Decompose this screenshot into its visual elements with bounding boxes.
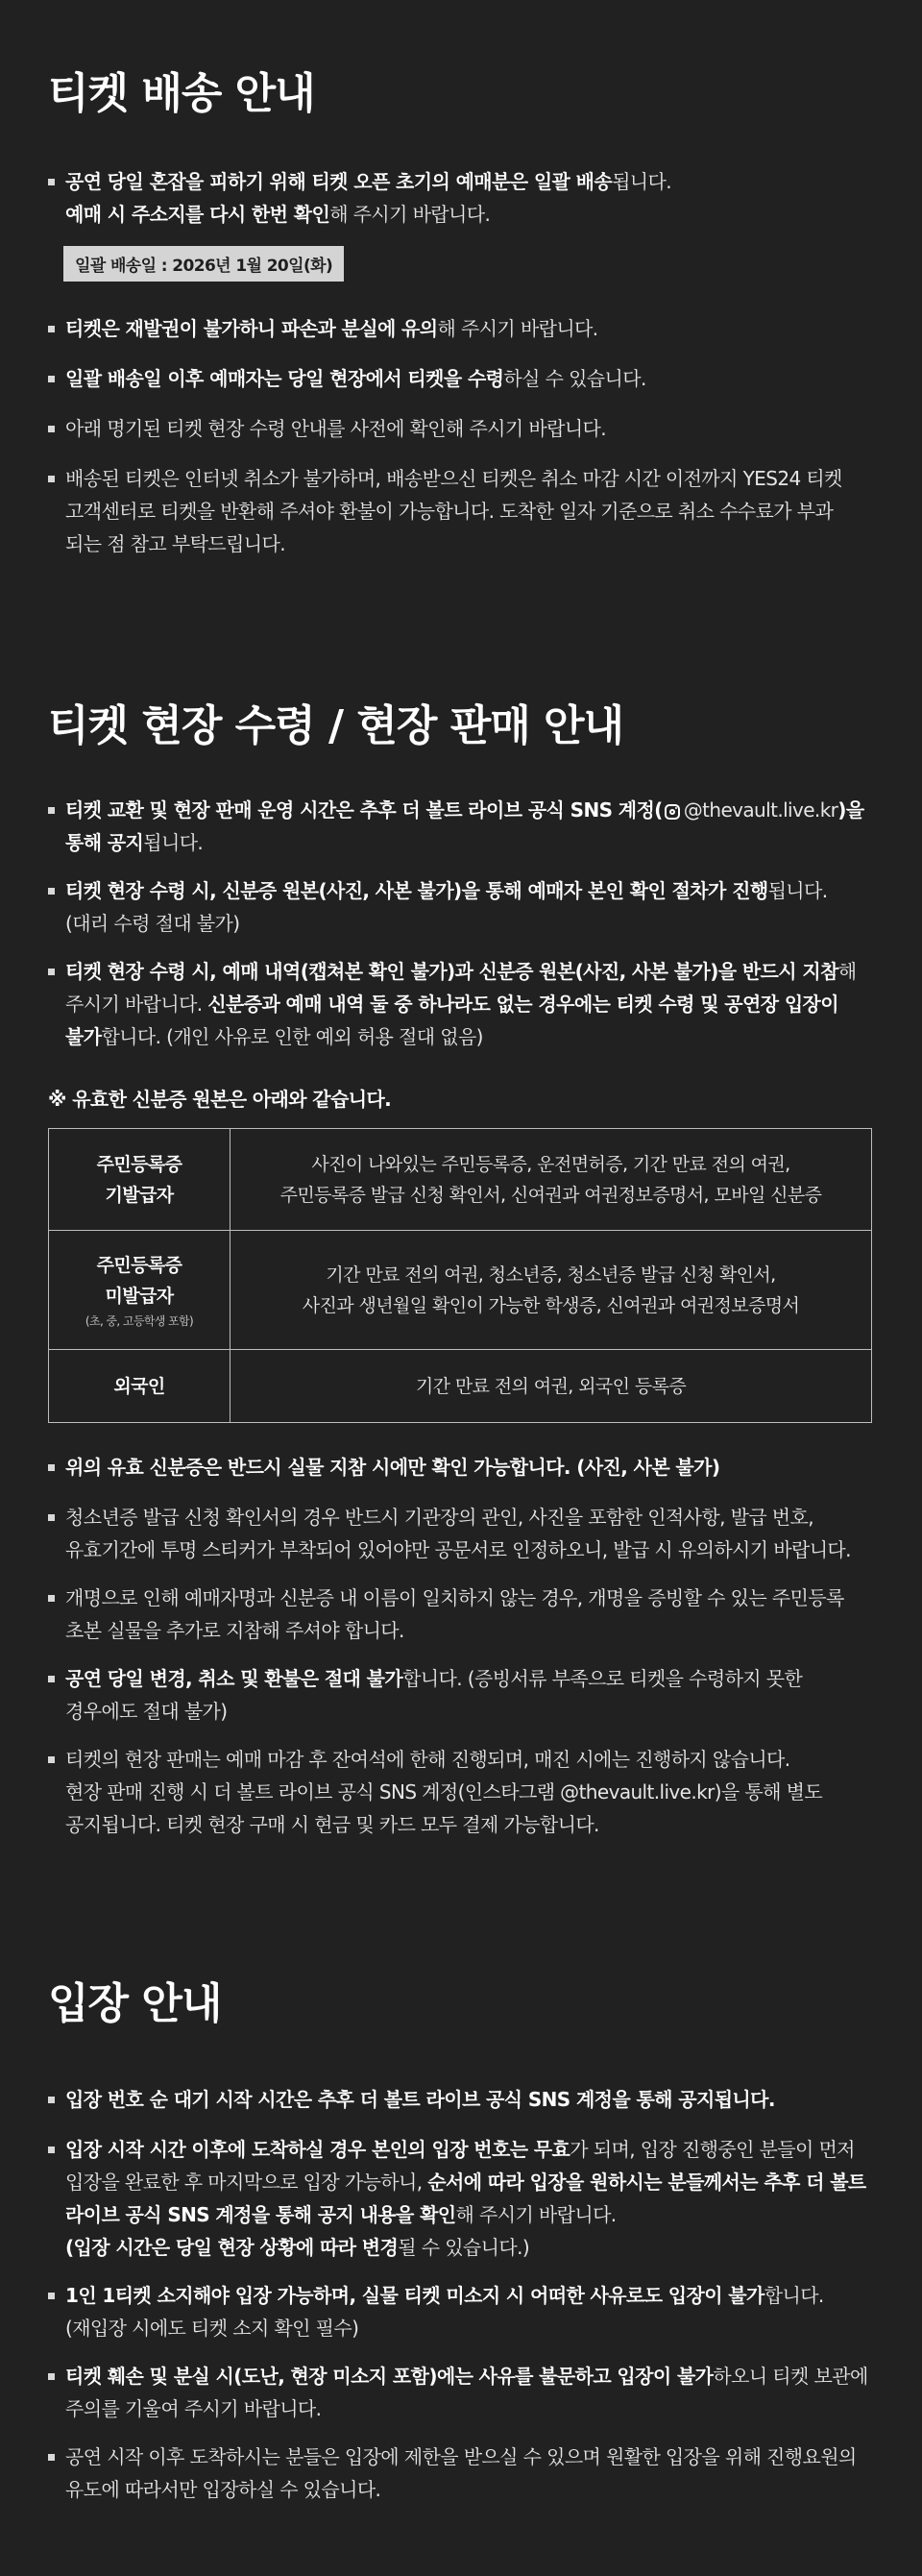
delivery-date-badge: 일괄 배송일 : 2026년 1월 20일(화): [63, 246, 344, 282]
delivery-badge-wrap: [63, 246, 889, 282]
entry-item-4: 티켓 훼손 및 분실 시(도난, 현장 미소지 포함)에는 사유를 불문하고 입장이 불가하오니 티켓 보관에 주의를 기울여 주시기 바랍니다.: [48, 2360, 874, 2425]
entry-item-5: 공연 시작 이후 도착하시는 분들은 입장에 제한을 받으실 수 있으며 원활한 입장을 위해 진행요원의 유도에 따라서만 입장하실 수 있습니다.: [48, 2441, 874, 2506]
delivery-section: [48, 69, 874, 120]
onsite-item-1: 티켓 교환 및 현장 판매 운영 시간은 추후 더 볼트 라이브 공식 SNS 계정( @thevault.live.kr)을 통해 공지됩니다.: [48, 794, 874, 859]
instagram-icon: [665, 804, 680, 820]
delivery-item-1: 공연 당일 혼잡을 피하기 위해 티켓 오픈 초기의 예매분은 일괄 배송됩니다. 예매 시 주소지를 다시 한번 확인해 주시기 바랍니다.: [48, 165, 874, 231]
id-note: ※ 유효한 신분증 원본은 아래와 같습니다.: [48, 1088, 392, 1111]
delivery-item-3: 일괄 배송일 이후 예매자는 당일 현장에서 티켓을 수령하실 수 있습니다.: [48, 362, 874, 395]
table-row: 주민등록증 기발급자 사진이 나와있는 주민등록증, 운전면허증, 기간 만료 전의 여권, 주민등록증 발급 신청 확인서, 신여권과 여권정보증명서, 모바일 신분증: [49, 1129, 872, 1231]
entry-item-1: 입장 번호 순 대기 시작 시간은 추후 더 볼트 라이브 공식 SNS 계정을 통해 공지됩니다.: [48, 2083, 874, 2116]
delivery-item-2: 티켓은 재발권이 불가하니 파손과 분실에 유의해 주시기 바랍니다.: [48, 312, 874, 345]
table-row: 외국인 기간 만료 전의 여권, 외국인 등록증: [49, 1350, 872, 1423]
onsite-item-2: 티켓 현장 수령 시, 신분증 원본(사진, 사본 불가)을 통해 예매자 본인 확인 절차가 진행됩니다. (대리 수령 절대 불가): [48, 874, 874, 940]
delivery-item-4: 아래 명기된 티켓 현장 수령 안내를 사전에 확인해 주시기 바랍니다.: [48, 412, 874, 445]
entry-title: 입장 안내: [48, 1979, 222, 2028]
id-table: [48, 1128, 872, 1423]
onsite-item-j3: 개명으로 인해 예매자명과 신분증 내 이름이 일치하지 않는 경우, 개명을 증빙할 수 있는 주민등록 초본 실물을 추가로 지참해 주셔야 합니다.: [48, 1582, 874, 1647]
id-table-wrap: [48, 1128, 874, 1423]
onsite-item-3: 티켓 현장 수령 시, 예매 내역(캡쳐본 확인 불가)과 신분증 원본(사진, 사본 불가)을 반드시 지참해 주시기 바랍니다. 신분증과 예매 내역 둘 중 하나라도 없는 경우에는 티켓 수령 및 공연장 입장이 불가합니다. (개인 사유로 인한 예외 허용 절대 없음): [48, 955, 874, 1053]
entry-item-2: 입장 시작 시간 이후에 도착하실 경우 본인의 입장 번호는 무효가 되며, 입장 진행중인 분들이 먼저 입장을 완료한 후 마지막으로 입장 가능하니, 순서에 따라 입장을 원하시는 분들께서는 추후 더 볼트 라이브 공식 SNS 계정을 통해 공지 내용을 확인해 주시기 바랍니다. (입장 시간은 당일 현장 상황에 따라 변경될 수 있습니다.): [48, 2133, 874, 2264]
entry-section: [48, 1979, 874, 2030]
onsite-item-j1: 위의 유효 신분증은 반드시 실물 지참 시에만 확인 가능합니다. (사진, 사본 불가): [48, 1451, 874, 1484]
onsite-item-j5: 티켓의 현장 판매는 예매 마감 후 잔여석에 한해 진행되며, 매진 시에는 진행하지 않습니다. 현장 판매 진행 시 더 볼트 라이브 공식 SNS 계정(인스타그램 @thevault.live.kr)을 통해 별도 공지됩니다. 티켓 현장 구매 시 현금 및 카드 모두 결제 가능합니다.: [48, 1743, 874, 1841]
delivery-item-1-bold-a: 공연 당일 혼잡을 피하기 위해 티켓 오픈 초기의 예매분은 일괄 배송: [65, 170, 613, 193]
onsite-title: 티켓 현장 수령 / 현장 판매 안내: [48, 701, 624, 750]
onsite-section: [48, 701, 874, 752]
delivery-item-1-bold-b: 예매 시 주소지를 다시 한번 확인: [65, 203, 330, 226]
entry-item-3: 1인 1티켓 소지해야 입장 가능하며, 실물 티켓 미소지 시 어떠한 사유로도 입장이 불가합니다. (재입장 시에도 티켓 소지 확인 필수): [48, 2279, 874, 2344]
onsite-item-j4: 공연 당일 변경, 취소 및 환불은 절대 불가합니다. (증빙서류 부족으로 티켓을 수령하지 못한 경우에도 절대 불가): [48, 1662, 874, 1728]
delivery-title: 티켓 배송 안내: [48, 69, 315, 118]
onsite-item-j2: 청소년증 발급 신청 확인서의 경우 반드시 기관장의 관인, 사진을 포함한 인적사항, 발급 번호, 유효기간에 투명 스티커가 부착되어 있어야만 공문서로 인정하오니, 발급 시 유의하시기 바랍니다.: [48, 1501, 874, 1566]
table-row: 주민등록증 미발급자 (초, 중, 고등학생 포함) 기간 만료 전의 여권, 청소년증, 청소년증 발급 신청 확인서, 사진과 생년월일 확인이 가능한 학생증, 신여권과 여권정보증명서: [49, 1231, 872, 1350]
delivery-item-5: 배송된 티켓은 인터넷 취소가 불가하며, 배송받으신 티켓은 취소 마감 시간 이전까지 YES24 티켓 고객센터로 티켓을 반환해 주셔야 환불이 가능합니다. 도착한 일자 기준으로 취소 수수료가 부과 되는 점 참고 부탁드립니다.: [48, 462, 874, 560]
